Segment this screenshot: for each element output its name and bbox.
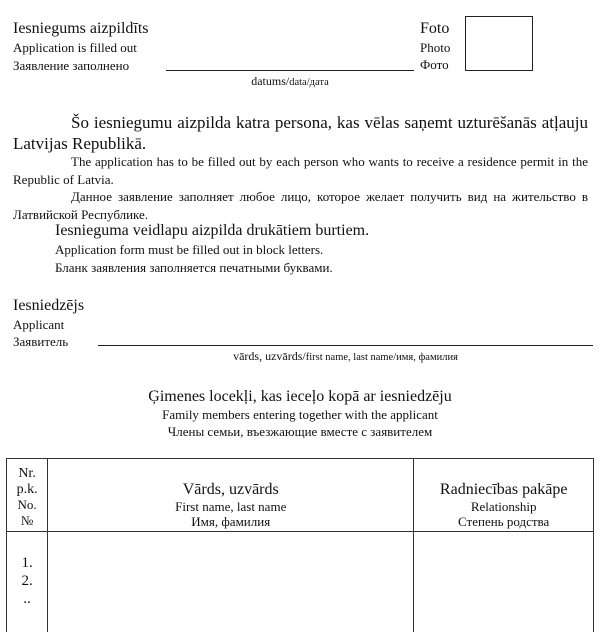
number-header-line: No. xyxy=(17,497,37,512)
column-header-relationship xyxy=(414,459,594,532)
name-header-en: First name, last name xyxy=(175,499,287,514)
name-header-ru: Имя, фамилия xyxy=(191,514,271,529)
date-caption-en: data/ xyxy=(289,77,310,88)
filled-label-lv: Iesniegums aizpildīts xyxy=(13,20,149,37)
number-header-line: № xyxy=(20,512,34,528)
column-header-number xyxy=(7,459,48,532)
row-number: .. xyxy=(23,591,31,607)
date-field[interactable] xyxy=(166,70,414,71)
row-numbers-cell xyxy=(7,532,48,633)
table-header-row xyxy=(7,459,594,532)
applicant-caption-lv: vārds, uzvārds/ xyxy=(233,349,306,363)
applicant-name-field[interactable] xyxy=(98,345,593,346)
family-heading-en: Family members entering together with the applicant xyxy=(162,407,438,422)
relationship-header-ru: Степень родства xyxy=(458,514,550,529)
family-members-table xyxy=(6,458,594,632)
family-heading-lv: Ģimenes locekļi, kas ieceļo kopā ar iesniedzēju xyxy=(148,388,452,405)
family-heading-ru: Члены семьи, въезжающие вместе с заявителем xyxy=(167,424,433,439)
filled-label-en: Application is filled out xyxy=(13,40,137,55)
applicant-label-lv: Iesniedzējs xyxy=(13,297,85,314)
applicant-name-caption xyxy=(98,349,593,365)
photo-label-lv: Foto xyxy=(420,20,450,37)
table-row xyxy=(7,532,594,633)
intro-paragraph-ru: Данное заявление заполняет любое лицо, которое желает получить вид на жительство в Латвийской Республике. xyxy=(13,189,588,222)
applicant-label-ru: Заявитель xyxy=(13,334,69,349)
date-caption-lv: datums/ xyxy=(251,74,290,88)
number-header-line: Nr. xyxy=(18,466,36,481)
applicant-caption-en: first name, last name/ xyxy=(305,352,397,363)
column-header-name xyxy=(48,459,414,532)
number-header-line: p.k. xyxy=(16,481,38,497)
intro-paragraph-lv: Šo iesniegumu aizpilda katra persona, kas vēlas saņemt uzturēšanās atļauju Latvijas Republikā. xyxy=(13,113,588,153)
filled-label-ru: Заявление заполнено xyxy=(13,58,130,73)
photo-label-ru: Фото xyxy=(420,57,449,72)
block-letters-note-en: Application form must be filled out in block letters. xyxy=(55,242,324,257)
intro-paragraph-en: The application has to be filled out by each person who wants to receive a residence permit in the Republic of Latvia. xyxy=(13,154,588,187)
relationship-header-en: Relationship xyxy=(470,499,537,514)
block-letters-note-ru: Бланк заявления заполняется печатными буквами. xyxy=(55,260,333,275)
date-caption-ru: дата xyxy=(309,77,329,88)
row-number: 1. xyxy=(21,555,33,571)
name-header-lv: Vārds, uzvārds xyxy=(182,481,279,498)
photo-box[interactable] xyxy=(465,16,533,71)
row-number: 2. xyxy=(21,573,33,589)
applicant-caption-ru: имя, фамилия xyxy=(396,352,458,363)
photo-label-en: Photo xyxy=(420,40,451,55)
date-caption xyxy=(166,74,414,90)
applicant-label-en: Applicant xyxy=(13,317,65,332)
block-letters-note-lv: Iesnieguma veidlapu aizpilda drukātiem burtiem. xyxy=(55,222,370,239)
family-member-relationship-cell[interactable] xyxy=(414,532,594,633)
relationship-header-lv: Radniecības pakāpe xyxy=(439,481,568,498)
family-member-name-cell[interactable] xyxy=(48,532,414,633)
